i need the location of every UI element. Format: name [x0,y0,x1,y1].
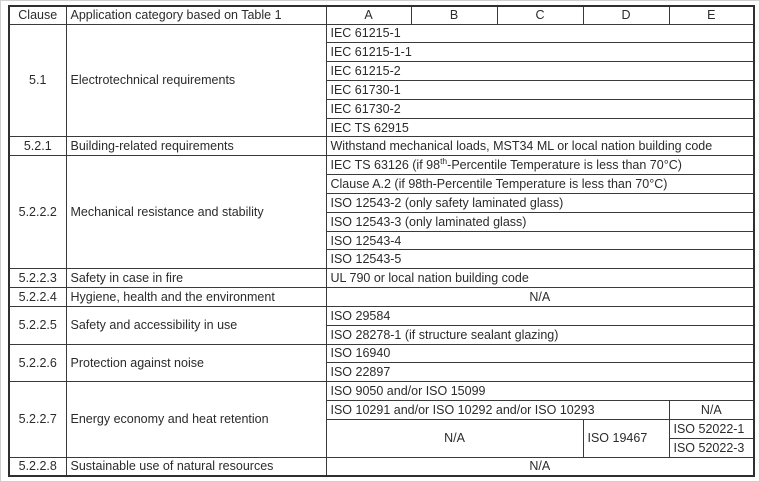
header-col-a: A [326,6,411,24]
standard-cell: IEC 61215-1 [326,24,754,43]
table-row [9,288,754,307]
application-category-table [8,5,755,477]
standard-cell: ISO 9050 and/or ISO 15099 [326,382,754,401]
table-row [9,156,754,175]
header-row [9,6,754,24]
na-cell: N/A [326,419,583,457]
standard-cell: ISO 12543-5 [326,250,754,269]
header-col-e: E [669,6,754,24]
clause-5-2-1: 5.2.1 [9,137,66,156]
category-building-related: Building-related requirements [66,137,326,156]
clause-5-2-2-5: 5.2.2.5 [9,306,66,344]
standard-cell: ISO 16940 [326,344,754,363]
standard-cell [326,156,754,175]
standard-cell: IEC 61730-2 [326,99,754,118]
superscript-th: th [440,156,448,167]
clause-5-2-2-6: 5.2.2.6 [9,344,66,382]
standard-cell: IEC 61730-1 [326,80,754,99]
standard-cell: ISO 29584 [326,306,754,325]
standard-cell: ISO 12543-2 (only safety laminated glass) [326,193,754,212]
table-row [9,137,754,156]
clause-5-2-2-2: 5.2.2.2 [9,156,66,269]
standard-cell: UL 790 or local nation building code [326,269,754,288]
standard-cell: Clause A.2 (if 98th-Percentile Temperature is less than 70°C) [326,175,754,194]
standard-cell: ISO 12543-3 (only laminated glass) [326,212,754,231]
table-row [9,269,754,288]
standard-cell: ISO 28278-1 (if structure sealant glazing) [326,325,754,344]
table-row [9,382,754,401]
category-mechanical-resistance: Mechanical resistance and stability [66,156,326,269]
category-safety-fire: Safety in case in fire [66,269,326,288]
category-electrotechnical: Electrotechnical requirements [66,24,326,137]
standard-cell: IEC TS 62915 [326,118,754,137]
header-col-d: D [583,6,669,24]
standard-cell: ISO 12543-4 [326,231,754,250]
clause-5-2-2-7: 5.2.2.7 [9,382,66,457]
category-sustainable-use: Sustainable use of natural resources [66,457,326,476]
standard-cell: ISO 10291 and/or ISO 10292 and/or ISO 10293 [326,401,669,420]
standard-text: -Percentile Temperature is less than 70°C) [447,158,682,173]
category-safety-accessibility: Safety and accessibility in use [66,306,326,344]
standard-cell: ISO 22897 [326,363,754,382]
standard-cell: ISO 52022-3 [669,438,754,457]
clause-5-1: 5.1 [9,24,66,137]
category-energy-economy: Energy economy and heat retention [66,382,326,457]
header-category: Application category based on Table 1 [66,6,326,24]
standard-cell: IEC 61215-2 [326,62,754,81]
header-col-b: B [411,6,497,24]
standard-cell: ISO 19467 [583,419,669,457]
table-row [9,306,754,325]
table-row [9,24,754,43]
na-cell: N/A [326,457,754,476]
standard-cell: ISO 52022-1 [669,419,754,438]
category-protection-noise: Protection against noise [66,344,326,382]
clause-5-2-2-4: 5.2.2.4 [9,288,66,307]
table-row [9,457,754,476]
clause-5-2-2-3: 5.2.2.3 [9,269,66,288]
header-clause: Clause [9,6,66,24]
na-cell: N/A [669,401,754,420]
standard-cell: IEC 61215-1-1 [326,43,754,62]
category-hygiene-health: Hygiene, health and the environment [66,288,326,307]
table-row [9,344,754,363]
na-cell: N/A [326,288,754,307]
header-col-c: C [497,6,583,24]
clause-5-2-2-8: 5.2.2.8 [9,457,66,476]
standard-text: IEC TS 63126 (if 98 [330,158,441,173]
standard-cell: Withstand mechanical loads, MST34 ML or local nation building code [326,137,754,156]
